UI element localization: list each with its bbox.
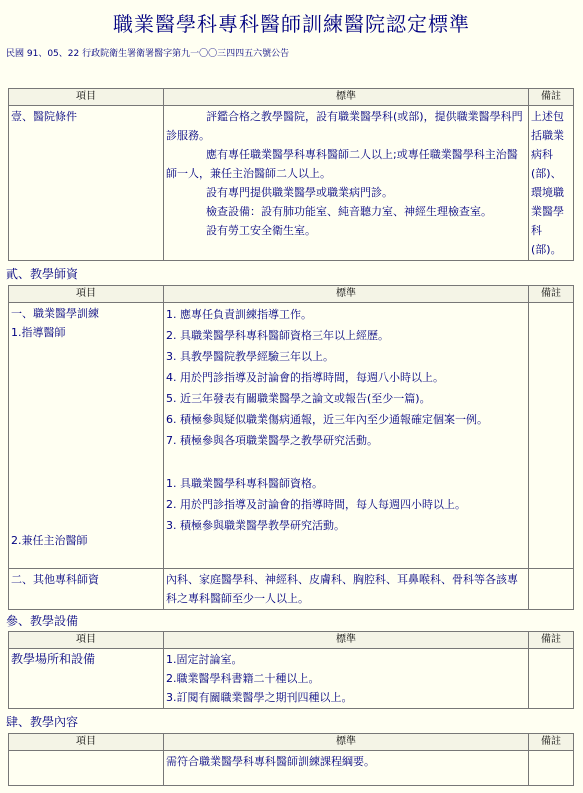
- other-specialty-item: 二、其他專科師資: [9, 569, 164, 610]
- list-item: 1. 具職業醫學科專科醫師資格。: [166, 477, 323, 490]
- teaching-content-table: [8, 733, 574, 786]
- teaching-content-remark: [529, 751, 574, 786]
- occupational-training-remark: [529, 303, 574, 569]
- other-specialty-remark: [529, 569, 574, 610]
- facility-list: [166, 650, 526, 707]
- header-standard: 標準: [164, 632, 529, 649]
- condition-line: 評鑑合格之教學醫院，設有職業醫學科(或部)，提供職業醫學科門診服務。: [166, 110, 523, 142]
- header-remark: 備註: [529, 89, 574, 106]
- list-item: 2.職業醫學科書籍二十種以上。: [166, 672, 320, 685]
- condition-line: 設有專門提供職業醫學或職業病門診。: [206, 186, 393, 199]
- list-item: 2. 具職業醫學科專科醫師資格三年以上經歷。: [166, 329, 389, 342]
- part-time-physician-label: 2.兼任主治醫師: [11, 534, 88, 547]
- list-item: 7. 積極參與各項職業醫學之教學研究活動。: [166, 434, 378, 447]
- list-item: 2. 用於門診指導及討論會的指導時間，每人每週四小時以上。: [166, 498, 466, 511]
- header-remark: 備註: [529, 632, 574, 649]
- section-heading-content: 肆、教學內容: [6, 715, 79, 729]
- list-item: 4. 用於門診指導及討論會的指導時間，每週八小時以上。: [166, 371, 444, 384]
- teaching-facility-remark: [529, 649, 574, 709]
- part-time-requirements-list: [166, 473, 526, 536]
- header-standard: 標準: [164, 286, 529, 303]
- list-item: 6. 積極參與疑似職業傷病通報，近三年內至少通報確定個案一例。: [166, 413, 488, 426]
- list-item: 5. 近三年發表有關職業醫學之論文或報告(至少一篇)。: [166, 392, 431, 405]
- hospital-conditions-remark: 上述包括職業病科(部)、環境職業醫學科(部)。: [529, 106, 574, 261]
- teaching-content-standard: 需符合職業醫學科專科醫師訓練課程綱要。: [164, 751, 529, 786]
- section-heading-faculty: 貳、教學師資: [6, 267, 79, 281]
- teaching-facility-item: 教學場所和設備: [9, 649, 164, 709]
- occupational-training-label: 一、職業醫學訓練: [11, 307, 99, 320]
- section-heading-equipment: 參、教學設備: [6, 614, 79, 628]
- teaching-content-item: [9, 751, 164, 786]
- header-remark: 備註: [529, 734, 574, 751]
- supervising-physician-label: 1.指導醫師: [11, 326, 66, 339]
- list-item: 1.固定討論室。: [166, 653, 243, 666]
- occupational-training-standard: [164, 303, 529, 569]
- hospital-conditions-standard: [164, 106, 529, 261]
- header-item: 項目: [9, 734, 164, 751]
- page-title: 職業醫學科專科醫師訓練醫院認定標準: [113, 12, 470, 36]
- condition-line: 應有專任職業醫學科專科醫師二人以上;或專任職業醫學科主治醫師一人，兼任主治醫師二人以上。: [166, 148, 518, 180]
- list-item: 3.訂閱有關職業醫學之期刊四種以上。: [166, 691, 353, 704]
- other-specialty-standard: 內科、家庭醫學科、神經科、皮膚科、胸腔科、耳鼻喉科、骨科等各該專科之專科醫師至少一人以上。: [164, 569, 529, 610]
- header-remark: 備註: [529, 286, 574, 303]
- occupational-training-item: [9, 303, 164, 569]
- header-item: 項目: [9, 286, 164, 303]
- hospital-conditions-table: [8, 88, 574, 261]
- list-item: 1. 應專任負責訓練指導工作。: [166, 308, 312, 321]
- header-item: 項目: [9, 89, 164, 106]
- supervising-requirements-list: [166, 304, 526, 451]
- condition-line: 設有勞工安全衛生室。: [206, 224, 316, 237]
- header-standard: 標準: [164, 89, 529, 106]
- faculty-table: [8, 285, 574, 610]
- header-item: 項目: [9, 632, 164, 649]
- teaching-facility-standard: [164, 649, 529, 709]
- announcement-notice: 民國 91、05、22 行政院衛生署衛署醫字第九一〇〇三四四五六號公告: [6, 49, 290, 59]
- hospital-conditions-item: 壹、醫院條件: [9, 106, 164, 261]
- condition-line: 檢查設備：設有肺功能室、純音聽力室、神經生理檢查室。: [206, 205, 492, 218]
- equipment-table: [8, 631, 574, 709]
- list-item: 3. 積極參與職業醫學教學研究活動。: [166, 519, 345, 532]
- list-item: 3. 具教學醫院教學經驗三年以上。: [166, 350, 334, 363]
- header-standard: 標準: [164, 734, 529, 751]
